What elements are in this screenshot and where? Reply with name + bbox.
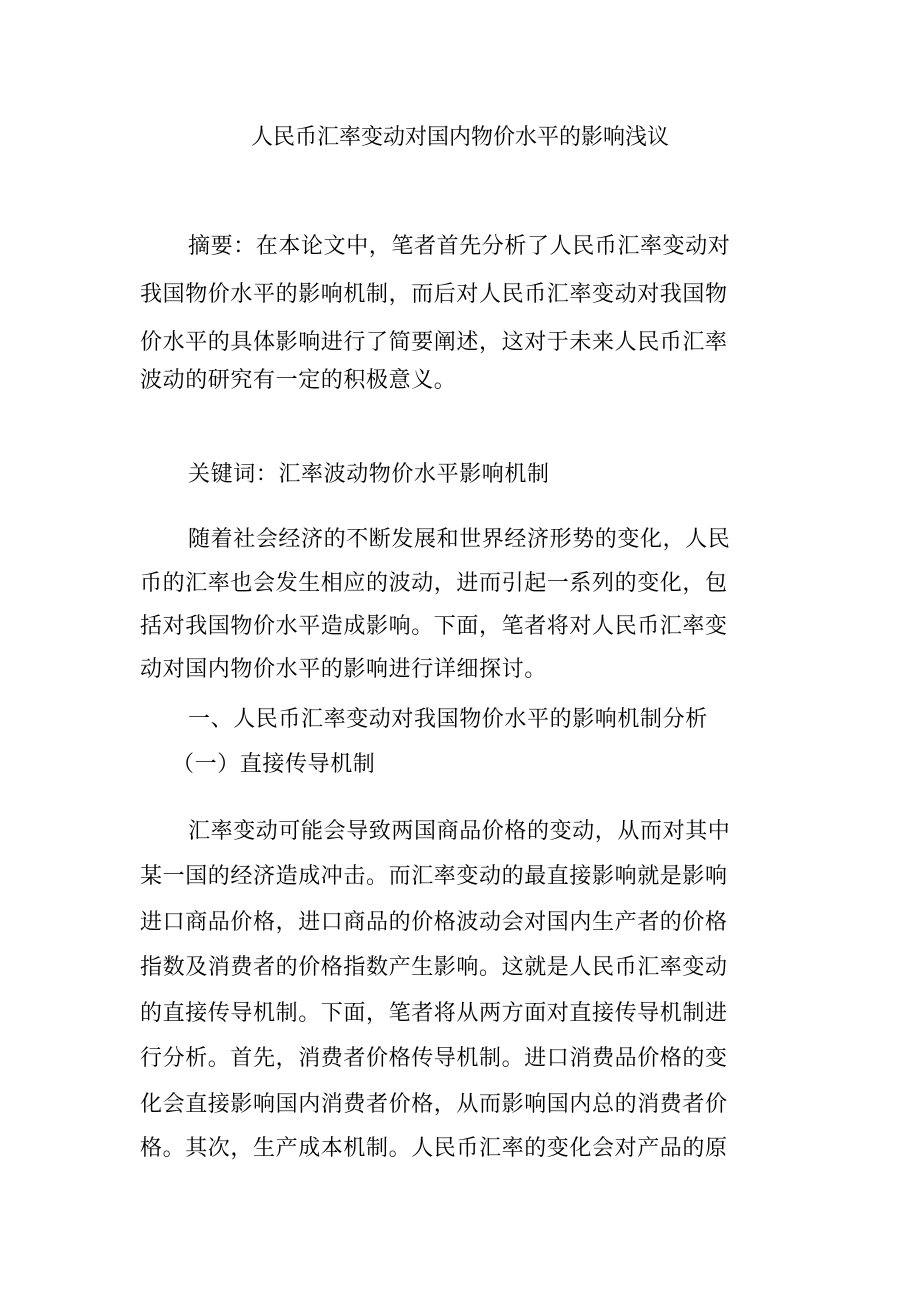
- body-line: 某一国的经济造成冲击。而汇率变动的最直接影响就是影响: [140, 864, 728, 889]
- subsection-heading: （一）直接传导机制: [172, 752, 376, 777]
- body-line: 格。其次，生产成本机制。人民币汇率的变化会对产品的原: [140, 1136, 728, 1161]
- keywords-line: 关键词：汇率波动物价水平影响机制: [188, 462, 550, 487]
- section-heading: 一、人民币汇率变动对我国物价水平的影响机制分析: [188, 707, 708, 732]
- document-title: 人民币汇率变动对国内物价水平的影响浅议: [250, 125, 669, 150]
- abstract-line: 摘要：在本论文中，笔者首先分析了人民币汇率变动对: [188, 234, 731, 259]
- intro-line: 括对我国物价水平造成影响。下面，笔者将对人民币汇率变: [140, 614, 728, 639]
- intro-line: 动对国内物价水平的影响进行详细探讨。: [140, 657, 547, 682]
- intro-line: 随着社会经济的不断发展和世界经济形势的变化，人民: [188, 527, 731, 552]
- abstract-line: 我国物价水平的影响机制，而后对人民币汇率变动对我国物: [140, 282, 728, 307]
- abstract-line: 波动的研究有一定的积极意义。: [140, 368, 457, 393]
- body-line: 的直接传导机制。下面，笔者将从两方面对直接传导机制进: [140, 1001, 728, 1026]
- body-line: 进口商品价格，进口商品的价格波动会对国内生产者的价格: [140, 910, 728, 935]
- body-line: 汇率变动可能会导致两国商品价格的变动，从而对其中: [188, 819, 731, 844]
- body-line: 化会直接影响国内消费者价格，从而影响国内总的消费者价: [140, 1092, 728, 1117]
- body-line: 行分析。首先，消费者价格传导机制。进口消费品价格的变: [140, 1046, 728, 1071]
- body-line: 指数及消费者的价格指数产生影响。这就是人民币汇率变动: [140, 955, 728, 980]
- abstract-line: 价水平的具体影响进行了简要阐述，这对于未来人民币汇率: [140, 330, 728, 355]
- intro-line: 币的汇率也会发生相应的波动，进而引起一系列的变化，包: [140, 571, 728, 596]
